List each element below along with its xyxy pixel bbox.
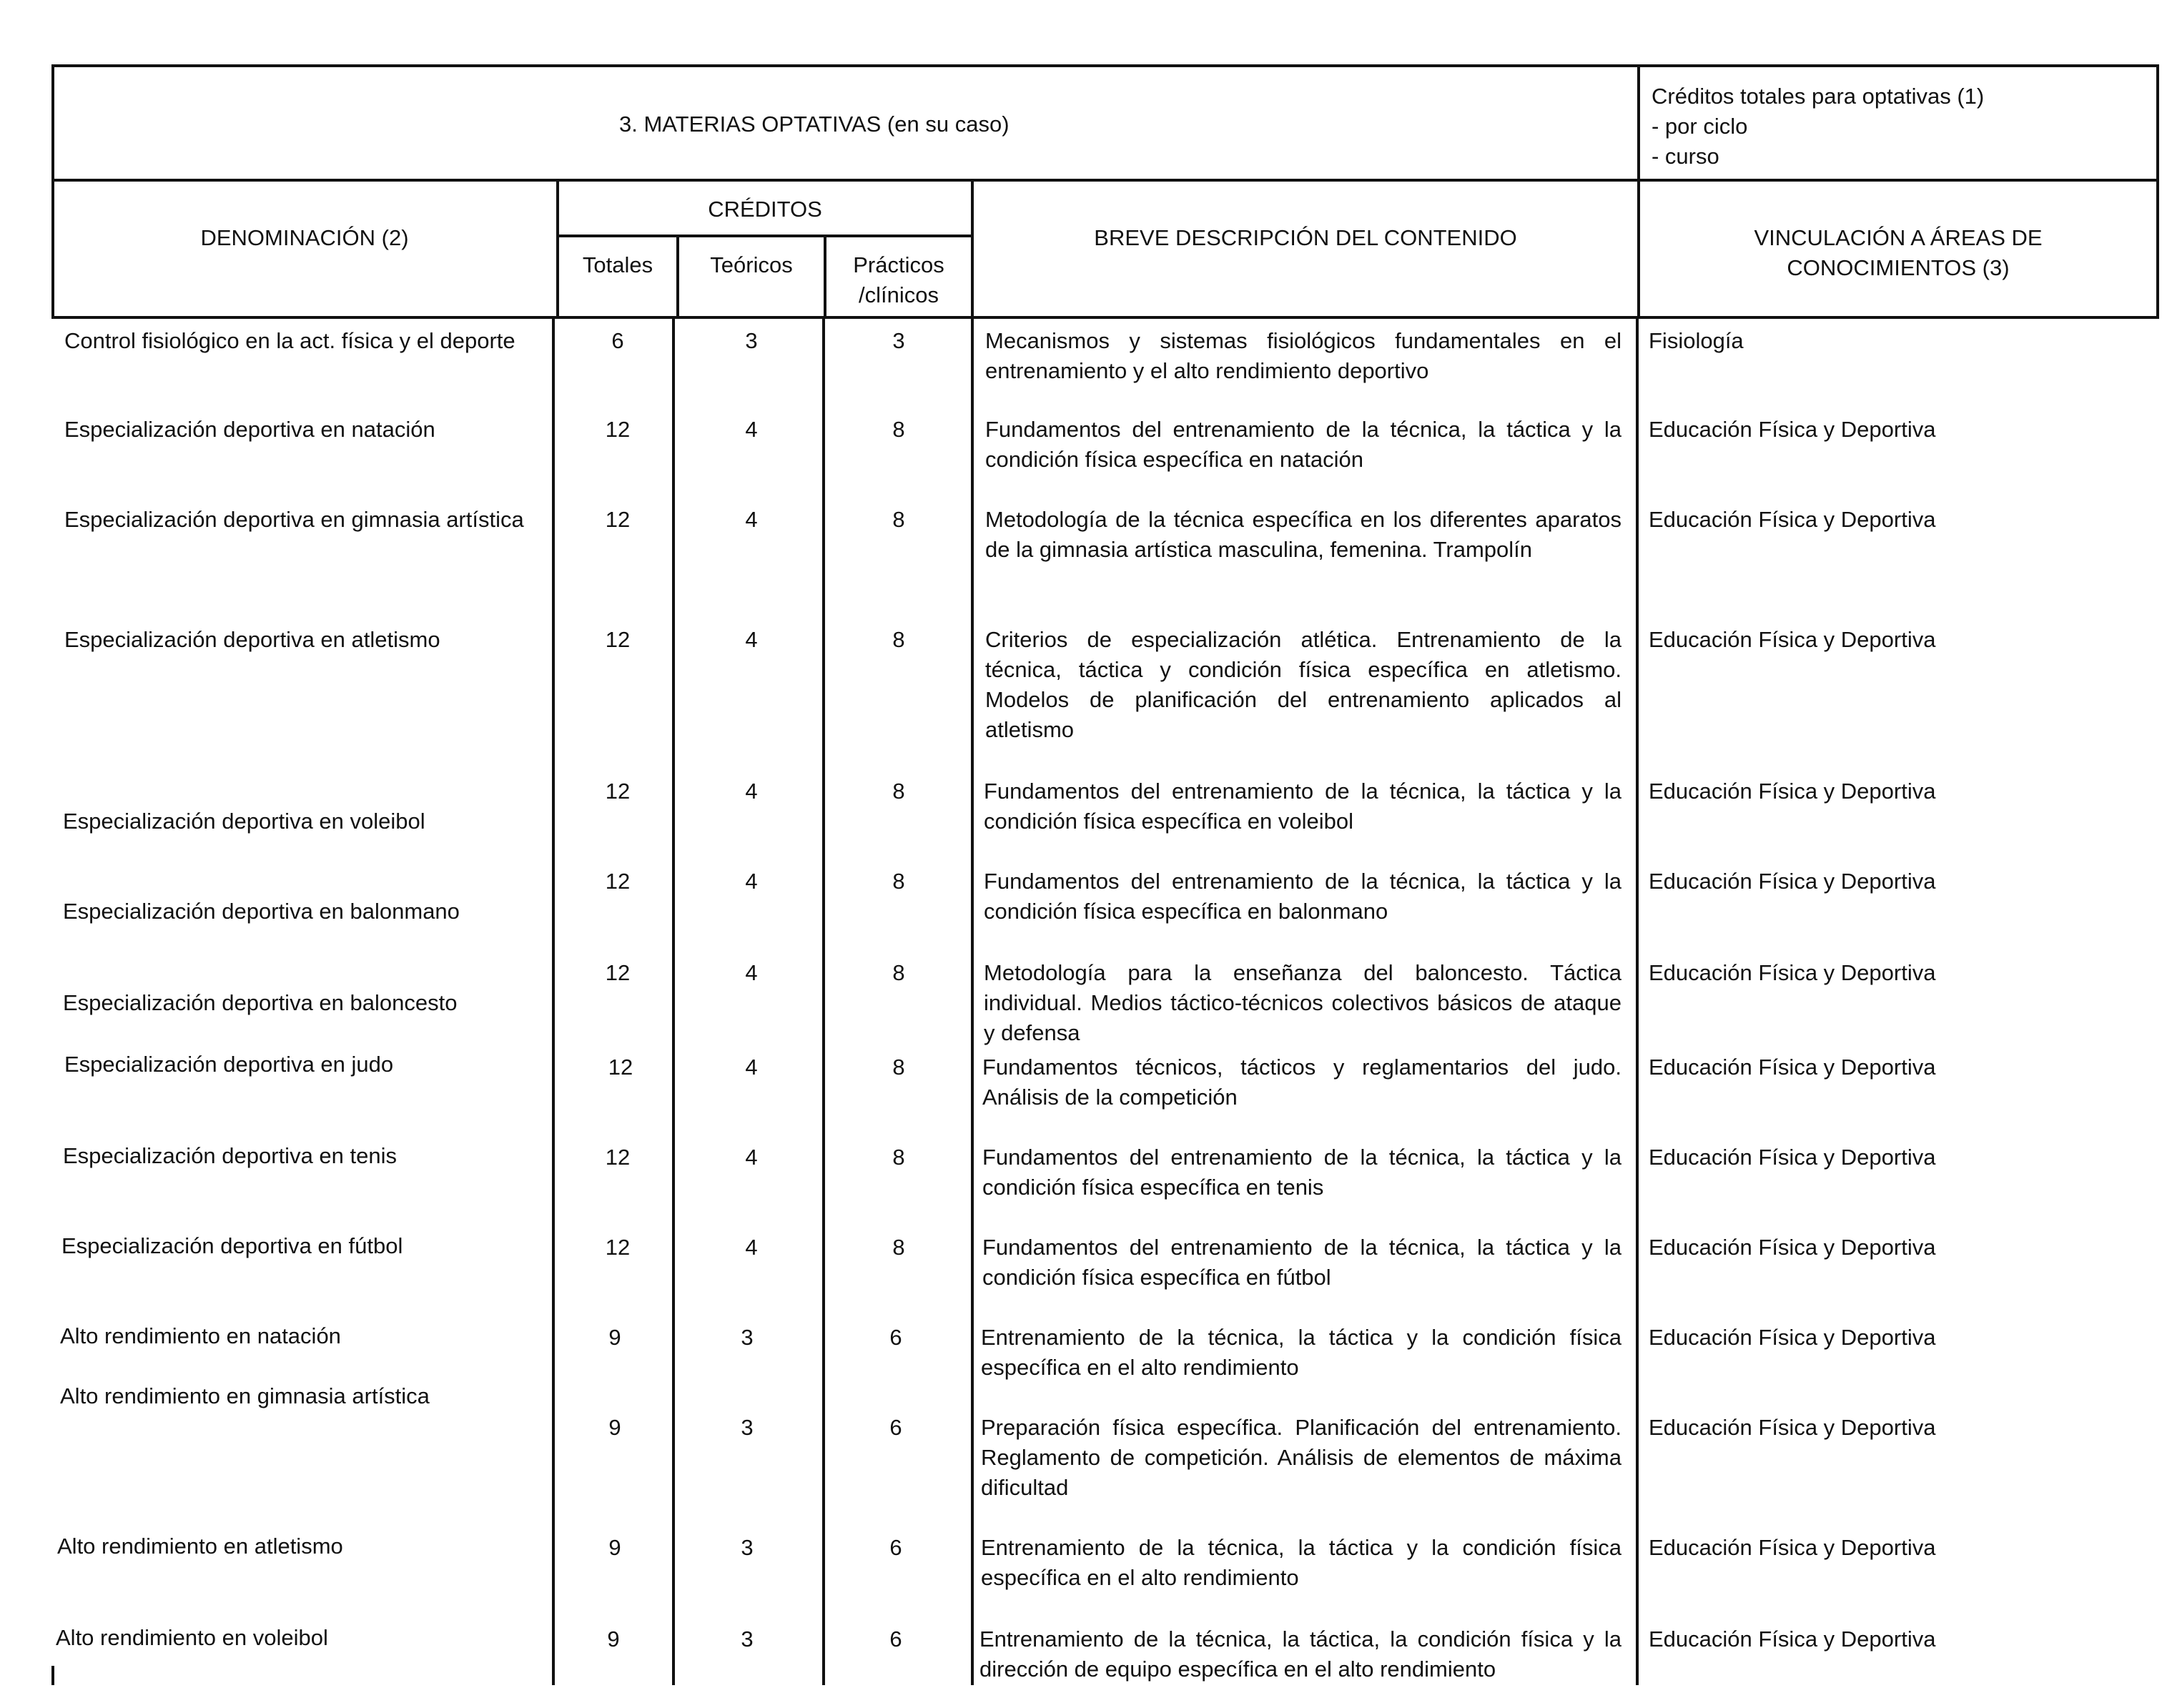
row-area: Educación Física y Deportiva: [1649, 1145, 1936, 1170]
row-name: Especialización deportiva en atletismo: [64, 627, 440, 652]
row-name: Alto rendimiento en atletismo: [57, 1534, 343, 1559]
credits-note-line-2: - por ciclo: [1652, 114, 1748, 139]
header-divider: [51, 179, 2159, 182]
row-totales: 9: [608, 1535, 621, 1560]
row-descripcion: Entrenamiento de la técnica, la táctica y la condición física específica en el alto rendimiento: [981, 1325, 1621, 1380]
row-practicos: 8: [892, 507, 905, 532]
row-descripcion: Fundamentos técnicos, tácticos y reglamentarios del judo. Análisis de la competición: [982, 1055, 1621, 1110]
row-teoricos: 4: [745, 1055, 758, 1080]
row-area: Educación Física y Deportiva: [1649, 779, 1936, 804]
row-area: Educación Física y Deportiva: [1649, 417, 1936, 442]
row-area: Fisiología: [1649, 328, 1744, 353]
credits-note-line-3: - curso: [1652, 144, 1719, 169]
row-teoricos: 3: [741, 1325, 754, 1350]
row-name: Especialización deportiva en fútbol: [61, 1233, 403, 1258]
table-right-border: [2156, 64, 2159, 319]
row-area: Educación Física y Deportiva: [1649, 1055, 1936, 1080]
row-totales: 12: [605, 507, 631, 532]
row-teoricos: 4: [745, 1235, 758, 1260]
row-descripcion: Metodología de la técnica específica en los diferentes aparatos de la gimnasia artística masculina, femenina. Trampolín: [985, 507, 1621, 562]
row-totales: 12: [608, 1055, 633, 1080]
row-descripcion: Entrenamiento de la técnica, la táctica y la condición física específica en el alto rendimiento: [981, 1535, 1621, 1590]
column-header-vinculacion-line-1: VINCULACIÓN A ÁREAS DE: [1754, 225, 2043, 250]
row-descripcion: Entrenamiento de la técnica, la táctica, la condición física y la dirección de equipo específica en el alto rendimiento: [979, 1626, 1621, 1682]
row-descripcion: Criterios de especialización atlética. Entrenamiento de la técnica, táctica y condición física específica en atletismo. Modelos de planificación del entrenamiento aplicados al atletismo: [985, 627, 1621, 742]
credits-note-line-1: Créditos totales para optativas (1): [1652, 84, 1985, 109]
row-name: Control fisiológico en la act. física y el deporte: [64, 328, 515, 353]
row-area: Educación Física y Deportiva: [1649, 627, 1936, 652]
row-name: Especialización deportiva en tenis: [63, 1143, 397, 1168]
body-divider-vinculacion: [1636, 316, 1639, 1685]
row-totales: 12: [605, 960, 631, 985]
row-teoricos: 4: [745, 779, 758, 804]
row-totales: 9: [608, 1415, 621, 1440]
row-teoricos: 3: [741, 1535, 754, 1560]
row-area: Educación Física y Deportiva: [1649, 1415, 1936, 1440]
row-teoricos: 4: [745, 417, 758, 442]
row-name: Alto rendimiento en gimnasia artística: [60, 1383, 430, 1408]
row-practicos: 8: [892, 1055, 905, 1080]
row-practicos: 6: [889, 1535, 902, 1560]
row-totales: 9: [607, 1626, 620, 1652]
column-header-bottom-border: [51, 316, 2159, 319]
body-divider-descripcion: [971, 316, 974, 1685]
row-name: Especialización deportiva en natación: [64, 417, 435, 442]
row-practicos: 8: [892, 1145, 905, 1170]
row-totales: 9: [608, 1325, 621, 1350]
table-left-border: [51, 64, 54, 319]
section-title: 3. MATERIAS OPTATIVAS (en su caso): [619, 112, 1010, 137]
row-teoricos: 4: [745, 507, 758, 532]
row-descripcion: Fundamentos del entrenamiento de la técnica, la táctica y la condición física específica en voleibol: [984, 779, 1621, 834]
column-header-teoricos: Teóricos: [710, 252, 793, 277]
row-teoricos: 3: [745, 328, 758, 353]
column-header-denominacion: DENOMINACIÓN (2): [200, 225, 409, 250]
row-descripcion: Fundamentos del entrenamiento de la técnica, la táctica y la condición física específica en natación: [985, 417, 1621, 472]
row-descripcion: Fundamentos del entrenamiento de la técnica, la táctica y la condición física específica en tenis: [982, 1145, 1621, 1200]
body-left-border: [51, 1666, 54, 1685]
row-name: Especialización deportiva en balonmano: [63, 899, 460, 924]
column-header-vinculacion-line-2: CONOCIMIENTOS (3): [1787, 255, 2010, 280]
row-teoricos: 4: [745, 960, 758, 985]
row-teoricos: 4: [745, 1145, 758, 1170]
row-teoricos: 3: [741, 1415, 754, 1440]
table-top-border: [51, 64, 2159, 67]
column-header-totales: Totales: [582, 252, 653, 277]
column-header-creditos: CRÉDITOS: [708, 197, 822, 222]
row-teoricos: 3: [741, 1626, 754, 1652]
row-totales: 12: [605, 1235, 631, 1260]
row-practicos: 8: [892, 1235, 905, 1260]
column-header-practicos-line-2: /clínicos: [859, 282, 939, 307]
body-divider-totales: [552, 316, 555, 1685]
row-practicos: 6: [889, 1325, 902, 1350]
row-name: Especialización deportiva en voleibol: [63, 809, 425, 834]
row-area: Educación Física y Deportiva: [1649, 1325, 1936, 1350]
row-practicos: 8: [892, 869, 905, 894]
row-practicos: 6: [889, 1626, 902, 1652]
row-area: Educación Física y Deportiva: [1649, 507, 1936, 532]
row-name: Especialización deportiva en judo: [64, 1052, 394, 1077]
row-practicos: 8: [892, 417, 905, 442]
row-descripcion: Preparación física específica. Planificación del entrenamiento. Reglamento de competición. Análisis de elementos de máxima dificultad: [981, 1415, 1621, 1500]
row-area: Educación Física y Deportiva: [1649, 960, 1936, 985]
row-area: Educación Física y Deportiva: [1649, 1535, 1936, 1560]
row-descripcion: Fundamentos del entrenamiento de la técnica, la táctica y la condición física específica en fútbol: [982, 1235, 1621, 1290]
row-practicos: 8: [892, 960, 905, 985]
row-totales: 12: [605, 869, 631, 894]
row-totales: 12: [605, 1145, 631, 1170]
row-name: Especialización deportiva en gimnasia artística: [64, 507, 524, 532]
row-descripcion: Metodología para la enseñanza del baloncesto. Táctica individual. Medios táctico-técnicos colectivos básicos de ataque y defensa: [984, 960, 1621, 1045]
row-totales: 12: [605, 779, 631, 804]
creditos-subheader-line: [556, 235, 974, 237]
row-totales: 12: [605, 627, 631, 652]
row-teoricos: 4: [745, 869, 758, 894]
row-area: Educación Física y Deportiva: [1649, 869, 1936, 894]
row-name: Alto rendimiento en voleibol: [56, 1625, 328, 1650]
row-totales: 6: [611, 328, 624, 353]
row-practicos: 6: [889, 1415, 902, 1440]
column-header-practicos-line-1: Prácticos: [853, 252, 944, 277]
row-descripcion: Mecanismos y sistemas fisiológicos fundamentales en el entrenamiento y el alto rendimiento deportivo: [985, 328, 1621, 383]
row-descripcion: Fundamentos del entrenamiento de la técnica, la táctica y la condición física específica en balonmano: [984, 869, 1621, 924]
row-area: Educación Física y Deportiva: [1649, 1626, 1936, 1652]
row-totales: 12: [605, 417, 631, 442]
row-practicos: 8: [892, 779, 905, 804]
column-header-descripcion: BREVE DESCRIPCIÓN DEL CONTENIDO: [1094, 225, 1517, 250]
row-name: Alto rendimiento en natación: [60, 1323, 341, 1348]
row-practicos: 8: [892, 627, 905, 652]
row-name: Especialización deportiva en baloncesto: [63, 990, 458, 1015]
row-teoricos: 4: [745, 627, 758, 652]
row-practicos: 3: [892, 328, 905, 353]
row-area: Educación Física y Deportiva: [1649, 1235, 1936, 1260]
